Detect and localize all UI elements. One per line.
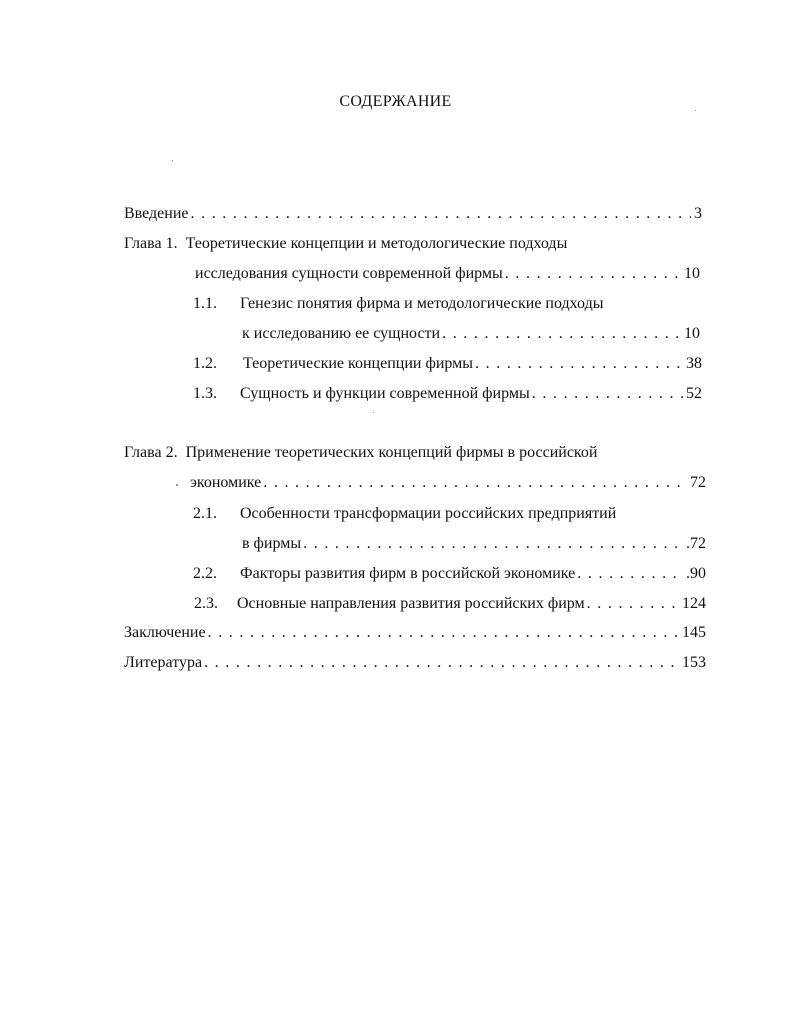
scan-speck	[176, 484, 178, 486]
toc-entry-conclusion	[124, 622, 706, 644]
toc-page-number: 52	[686, 385, 702, 402]
chapter-title-line2: исследования сущности современной фирмы	[195, 265, 503, 282]
chapter-title-line1: Теоретические концепции и методологические подходы	[185, 235, 568, 252]
chapter-prefix: Глава 2.	[124, 444, 178, 461]
dot-leader	[505, 263, 681, 285]
scan-speck	[373, 412, 374, 413]
toc-entry-section-1-1	[242, 323, 700, 345]
toc-chapter-1-heading	[124, 233, 567, 255]
toc-page-number: 38	[686, 355, 702, 372]
toc-page-number: 10	[684, 265, 700, 282]
toc-entry-section-2-1	[242, 533, 706, 555]
toc-entry-label: Введение	[124, 205, 189, 222]
dot-leader	[587, 593, 679, 615]
toc-entry-section-2-2	[240, 563, 706, 585]
dot-leader	[475, 353, 683, 375]
toc-entry-chapter-2	[190, 472, 706, 494]
toc-entry-section-2-3	[237, 593, 706, 615]
section-number: 2.2.	[193, 565, 217, 582]
section-title: Основные направления развития российских фирм	[237, 595, 585, 612]
toc-entry-intro	[124, 203, 702, 225]
dot-leader	[263, 472, 687, 494]
section-title-line2: в фирмы	[242, 535, 302, 552]
dot-leader	[191, 203, 692, 225]
toc-page-number: 124	[682, 595, 706, 612]
toc-entry-literature	[124, 652, 706, 674]
section-title-line1: Генезис понятия фирма и методологические подходы	[240, 295, 604, 312]
dot-leader	[442, 323, 681, 345]
section-title-line2: к исследованию ее сущности	[242, 325, 441, 342]
dot-leader	[204, 652, 679, 674]
toc-page-number: 10	[684, 325, 700, 342]
section-title: Теоретические концепции фирмы	[243, 355, 474, 372]
dot-leader	[577, 563, 683, 585]
toc-page-number: .72	[686, 535, 706, 552]
scan-speck	[695, 110, 696, 111]
section-number: 1.3.	[193, 385, 217, 402]
dot-leader	[208, 622, 679, 644]
toc-entry-section-1-3	[240, 383, 702, 405]
chapter-title-line1: Применение теоретических концепций фирмы в российской	[185, 444, 598, 461]
section-number: 1.1.	[193, 295, 217, 312]
toc-entry-section-1-2	[243, 353, 702, 375]
toc-entry-label: Литература	[124, 654, 203, 671]
section-title: Факторы развития фирм в российской экономике	[240, 565, 576, 582]
toc-page-number: 72	[690, 474, 706, 491]
scan-speck	[172, 160, 173, 161]
chapter-title-line2: экономике	[190, 474, 262, 491]
section-title: Сущность и функции современной фирмы	[240, 385, 530, 402]
section-title-line1: Особенности трансформации российских предприятий	[240, 505, 617, 522]
toc-page-number: 153	[682, 654, 706, 671]
section-number: 1.2.	[193, 355, 217, 372]
section-number: 2.1.	[193, 505, 217, 522]
toc-entry-label: Заключение	[124, 624, 206, 641]
section-number: 2.3.	[194, 595, 218, 612]
toc-page-number: 145	[682, 624, 706, 641]
chapter-prefix: Глава 1.	[124, 235, 178, 252]
toc-page-number: 3	[694, 205, 702, 222]
dot-leader	[303, 533, 683, 555]
dot-leader	[532, 383, 683, 405]
toc-entry-chapter-1	[195, 263, 700, 285]
page-title: СОДЕРЖАНИЕ	[339, 93, 452, 110]
toc-chapter-2-heading	[124, 442, 597, 464]
toc-page-number: .90	[686, 565, 706, 582]
